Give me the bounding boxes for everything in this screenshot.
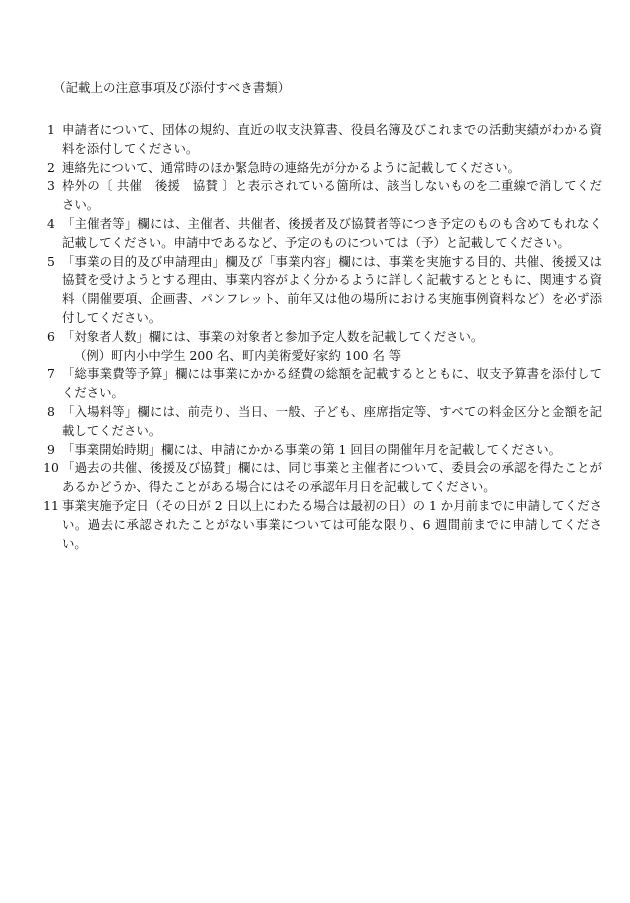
note-text: 「主催者等」欄には、主催者、共催者、後援者及び協賛者等につき予定のものも含めてもれなく記載してください。申請中であるなど、予定のものについては（予）と記載してください。 [62,215,602,250]
note-example: （例）町内小中学生 200 名、町内美術愛好家約 100 名 等 [74,347,402,363]
note-item-3 [42,177,602,215]
note-item-2 [42,159,602,178]
section-heading: （記載上の注意事項及び添付すべき書類） [53,80,291,95]
note-number: 5 [47,253,55,269]
note-item-11 [42,497,602,553]
note-text: 申請者について、団体の規約、直近の収支決算書、役員名簿及びこれまでの活動実績がわかる資料を添付してください。 [62,122,602,156]
note-text: 「入場料等」欄には、前売り、当日、一般、子ども、座席指定等、すべての料金区分と金額を記載してください。 [62,403,602,438]
note-number: 3 [47,178,55,194]
note-number: 11 [43,497,59,513]
note-text: 事業実施予定日（その日が 2 日以上にわたる場合は最初の日）の 1 か月前までに申請してください。過去に承認されたことがない事業については可能な限り、6 週間前までに申請してください。 [62,497,602,551]
note-number: 2 [47,159,55,175]
notes-list [42,121,602,553]
note-number: 7 [47,366,55,382]
note-number: 9 [47,441,55,457]
note-item-8 [42,403,602,441]
note-text: 連絡先について、通常時のほか緊急時の連絡先が分かるように記載してください。 [62,159,520,175]
note-text: 「総事業費等予算」欄には事業にかかる経費の総額を記載するとともに、収支予算書を添付してください。 [62,366,602,401]
note-text: 「過去の共催、後援及び協賛」欄には、同じ事業と主催者について、委員会の承認を得たことがあるかどうか、得たことがある場合にはその承認年月日を記載してください。 [62,460,602,495]
note-item-6 [42,328,602,366]
note-item-4 [42,215,602,253]
note-text: 「事業開始時期」欄には、申請にかかる事業の第 1 回目の開催年月を記載してください。 [62,441,561,457]
note-text: 枠外の〔 共催 後援 協賛 〕と表示されている箇所は、該当しないものを二重線で消してください。 [62,178,602,213]
note-item-10 [42,459,602,497]
note-number: 1 [47,122,55,137]
note-item-1 [42,121,602,159]
note-item-9 [42,441,602,460]
note-text: 「対象者人数」欄には、事業の対象者と参加予定人数を記載してください。 [62,328,484,344]
note-item-7 [42,365,602,403]
note-number: 8 [47,403,55,419]
note-number: 10 [43,460,59,476]
note-number: 4 [47,215,55,231]
note-number: 6 [47,328,55,344]
note-item-5 [42,253,602,328]
note-text: 「事業の目的及び申請理由」欄及び「事業内容」欄には、事業を実施する目的、共催、後援又は協賛を受けようとする理由、事業内容がよく分かるように詳しく記載するとともに、関連する資料（開催要項、企画書、パンフレット、前年又は他の場所における実施事例資料など）を必ず添付してください。 [62,253,602,325]
